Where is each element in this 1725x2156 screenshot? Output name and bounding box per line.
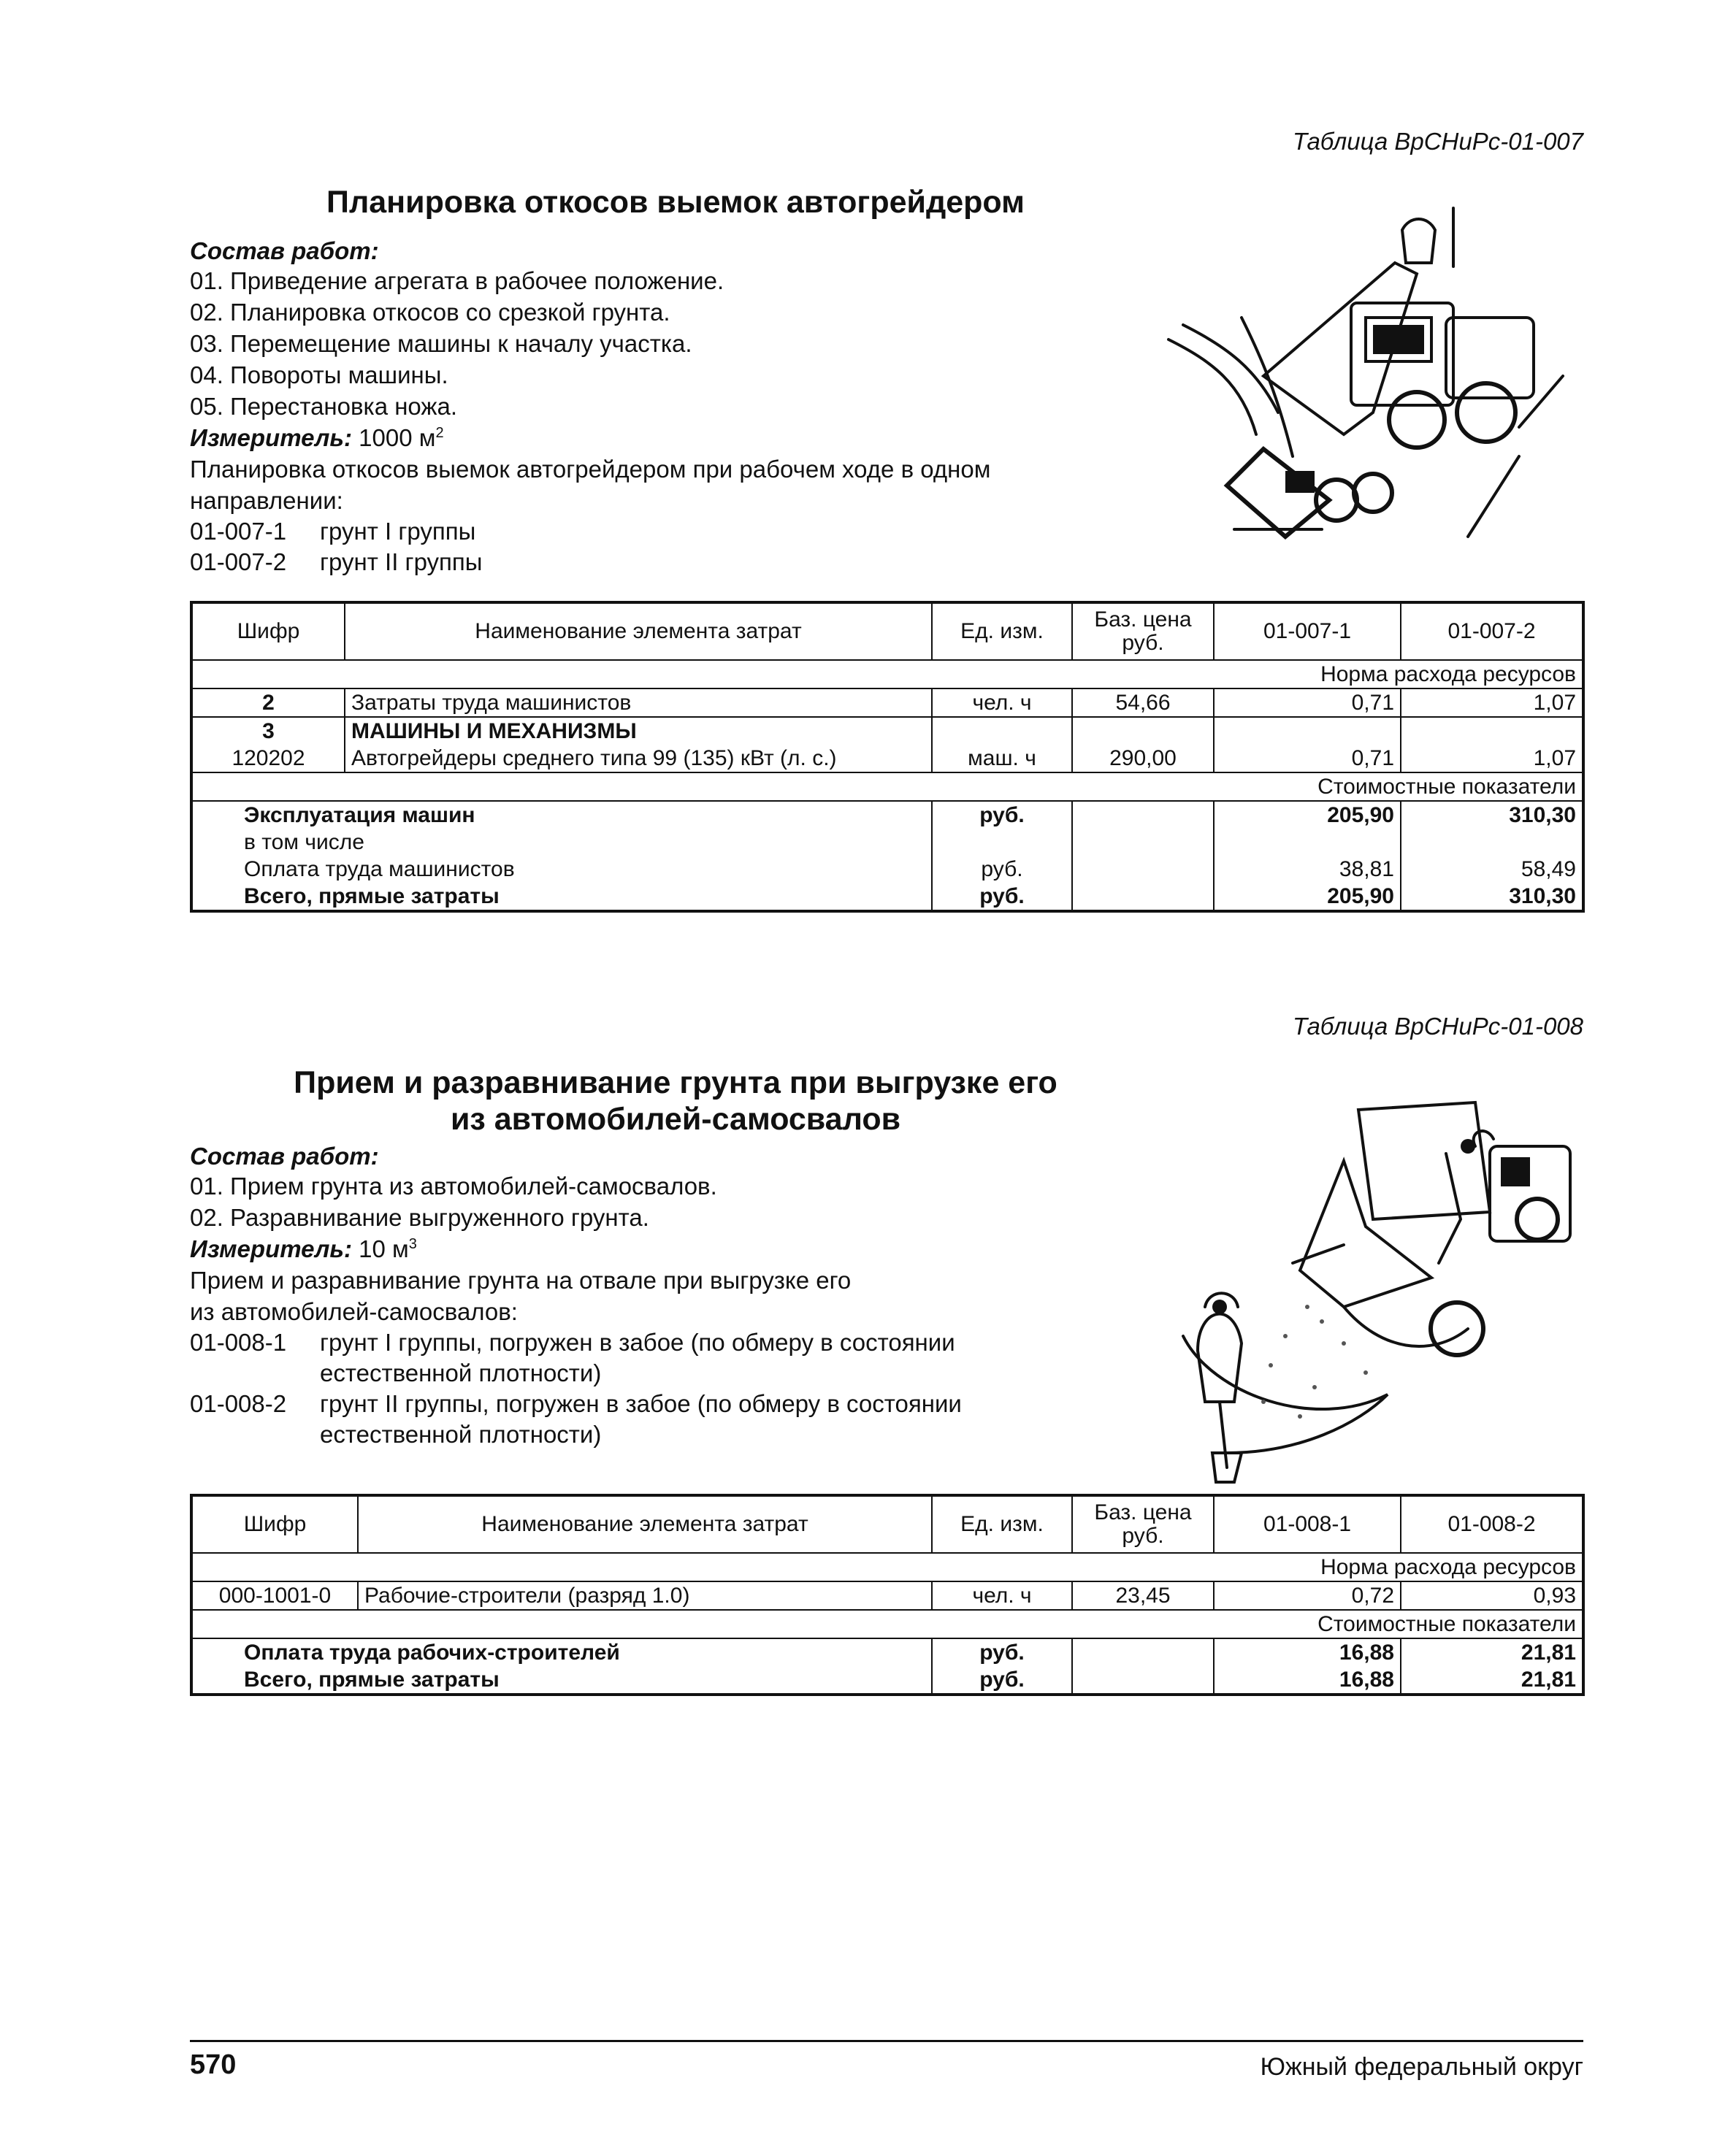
work-item: 05. Перестановка ножа. (190, 393, 458, 420)
cost-value: 205,90 (1214, 801, 1401, 829)
code-item (190, 1327, 962, 1389)
cost-empty (1072, 801, 1214, 829)
table-header-row (191, 1495, 1583, 1553)
section-row (191, 1610, 1583, 1638)
table-caption: Таблица ВрСНиРс-01-008 (1293, 1013, 1583, 1040)
cost-value: 21,81 (1401, 1638, 1583, 1666)
page-number: 570 (190, 2049, 237, 2080)
work-item: 03. Перемещение машины к началу участка. (190, 330, 692, 357)
table-row (191, 717, 1583, 745)
cell-unit (932, 717, 1072, 745)
table-caption: Таблица ВрСНиРс-01-007 (1293, 128, 1583, 155)
header-cell: Баз. цена руб. (1072, 1495, 1214, 1553)
cost-row (191, 1666, 1583, 1695)
section-title: Планировка откосов выемок автогрейдером (326, 185, 1025, 220)
cell-price: 290,00 (1072, 745, 1214, 772)
cell-value: 0,93 (1401, 1581, 1583, 1610)
code: 01-008-1 (190, 1329, 287, 1356)
code-desc: грунт II группы (320, 548, 483, 575)
work-heading: Состав работ: (190, 1143, 379, 1170)
cell-code: 000-1001-0 (191, 1581, 358, 1610)
cell-value: 0,71 (1214, 745, 1401, 772)
measure-value: 10 м (359, 1235, 409, 1262)
cost-row (191, 801, 1583, 829)
code: 01-007-1 (190, 518, 287, 545)
cost-value: 58,49 (1401, 856, 1583, 883)
title-line: Прием и разравнивание грунта при выгрузке его (294, 1065, 1057, 1100)
section-label: Норма расхода ресурсов (191, 1553, 1583, 1581)
header-cell: Ед. изм. (932, 602, 1072, 660)
cost-unit: руб. (932, 1666, 1072, 1695)
cost-value: 21,81 (1401, 1666, 1583, 1695)
section-row (191, 772, 1583, 801)
cell-name: МАШИНЫ И МЕХАНИЗМЫ (345, 717, 932, 745)
code-desc-line: естественной плотности) (320, 1421, 602, 1448)
description-line: Прием и разравнивание грунта на отвале при выгрузке его (190, 1267, 852, 1294)
header-cell: 01-007-1 (1214, 602, 1401, 660)
header-cell: 01-008-2 (1401, 1495, 1583, 1553)
work-heading: Состав работ: (190, 237, 379, 264)
cell-unit: маш. ч (932, 745, 1072, 772)
cost-empty (1072, 1638, 1214, 1666)
cell-code: 120202 (191, 745, 345, 772)
header-cell: Баз. цена руб. (1072, 602, 1214, 660)
section-title (190, 1064, 1161, 1138)
cost-value (1401, 829, 1583, 856)
measure-label: Измеритель: (190, 1235, 352, 1262)
section-label: Норма расхода ресурсов (191, 660, 1583, 688)
cost-empty (1072, 883, 1214, 911)
cell-code: 2 (191, 688, 345, 717)
cost-row (191, 1638, 1583, 1666)
code-item (190, 547, 990, 578)
dump-truck-workers-illustration (1125, 1088, 1592, 1497)
code-desc-line: естественной плотности) (320, 1359, 602, 1386)
cell-code: 3 (191, 717, 345, 745)
cell-name: Рабочие-строители (разряд 1.0) (358, 1581, 932, 1610)
cost-name: Оплата труда рабочих-строителей (191, 1638, 932, 1666)
resource-table (190, 1494, 1585, 1696)
cell-value: 0,72 (1214, 1581, 1401, 1610)
cost-value: 38,81 (1214, 856, 1401, 883)
cost-row (191, 856, 1583, 883)
header-cell: 01-007-2 (1401, 602, 1583, 660)
table-row (191, 745, 1583, 772)
cost-value: 16,88 (1214, 1666, 1401, 1695)
motor-grader-illustration (1154, 193, 1585, 559)
cost-empty (1072, 829, 1214, 856)
code-desc (320, 1389, 962, 1450)
cell-unit: чел. ч (932, 688, 1072, 717)
code: 01-007-2 (190, 548, 287, 575)
work-item: 01. Прием грунта из автомобилей-самосвалов. (190, 1173, 717, 1200)
work-item: 04. Повороты машины. (190, 361, 448, 388)
measure-line (190, 1233, 962, 1265)
cost-value: 310,30 (1401, 883, 1583, 911)
code-desc-line: грунт I группы, погружен в забое (по обмеру в состоянии (320, 1329, 955, 1356)
work-item: 01. Приведение агрегата в рабочее положение. (190, 267, 724, 294)
footer-rule (190, 2040, 1583, 2042)
work-item: 02. Планировка откосов со срезкой грунта. (190, 299, 670, 326)
table-row (191, 688, 1583, 717)
header-cell: Шифр (191, 1495, 358, 1553)
description-line: направлении: (190, 487, 343, 514)
description-line: Планировка откосов выемок автогрейдером при рабочем ходе в одном (190, 456, 991, 483)
header-cell: Наименование элемента затрат (358, 1495, 932, 1553)
cell-value: 1,07 (1401, 745, 1583, 772)
code: 01-008-2 (190, 1390, 287, 1417)
cost-empty (1072, 856, 1214, 883)
cell-name: Автогрейдеры среднего типа 99 (135) кВт (л. с.) (345, 745, 932, 772)
measure-label: Измеритель: (190, 424, 352, 451)
code-item (190, 1389, 962, 1450)
title-line: из автомобилей-самосвалов (450, 1102, 901, 1137)
code-item (190, 516, 990, 547)
cost-name: Эксплуатация машин (191, 801, 932, 829)
header-cell: 01-008-1 (1214, 1495, 1401, 1553)
cost-unit: руб. (932, 883, 1072, 911)
cell-value: 0,71 (1214, 688, 1401, 717)
work-composition (190, 1143, 962, 1450)
resource-table (190, 601, 1585, 913)
cell-value: 1,07 (1401, 688, 1583, 717)
work-item: 02. Разравнивание выгруженного грунта. (190, 1204, 649, 1231)
code-desc: грунт I группы (320, 518, 476, 545)
cost-row (191, 829, 1583, 856)
header-cell: Ед. изм. (932, 1495, 1072, 1553)
cell-price: 54,66 (1072, 688, 1214, 717)
header-cell: Наименование элемента затрат (345, 602, 932, 660)
cost-value: 205,90 (1214, 883, 1401, 911)
table-row (191, 1581, 1583, 1610)
work-composition (190, 237, 990, 578)
cost-value: 310,30 (1401, 801, 1583, 829)
measure-sup: 3 (408, 1236, 417, 1252)
cost-name: Всего, прямые затраты (191, 883, 932, 911)
code-desc (320, 1327, 955, 1389)
measure-sup: 2 (435, 425, 444, 441)
cost-name: Всего, прямые затраты (191, 1666, 932, 1695)
cost-value: 16,88 (1214, 1638, 1401, 1666)
cell-value (1214, 717, 1401, 745)
cost-unit: руб. (932, 1638, 1072, 1666)
cost-name: Оплата труда машинистов (191, 856, 932, 883)
cost-unit (932, 829, 1072, 856)
section-label: Стоимостные показатели (191, 1610, 1583, 1638)
cell-price: 23,45 (1072, 1581, 1214, 1610)
header-cell: Шифр (191, 602, 345, 660)
cell-name: Затраты труда машинистов (345, 688, 932, 717)
cost-unit: руб. (932, 801, 1072, 829)
section-row (191, 660, 1583, 688)
cost-unit: руб. (932, 856, 1072, 883)
cost-name: в том числе (191, 829, 932, 856)
footer-region: Южный федеральный округ (1260, 2053, 1583, 2081)
cost-value (1214, 829, 1401, 856)
measure-line (190, 422, 990, 453)
measure-value: 1000 м (359, 424, 436, 451)
code-desc-line: грунт II группы, погружен в забое (по обмеру в состоянии (320, 1390, 962, 1417)
cell-unit: чел. ч (932, 1581, 1072, 1610)
cell-price (1072, 717, 1214, 745)
cell-value (1401, 717, 1583, 745)
description-line: из автомобилей-самосвалов: (190, 1298, 518, 1325)
table-header-row (191, 602, 1583, 660)
section-row (191, 1553, 1583, 1581)
cost-row (191, 883, 1583, 911)
section-label: Стоимостные показатели (191, 772, 1583, 801)
cost-empty (1072, 1666, 1214, 1695)
